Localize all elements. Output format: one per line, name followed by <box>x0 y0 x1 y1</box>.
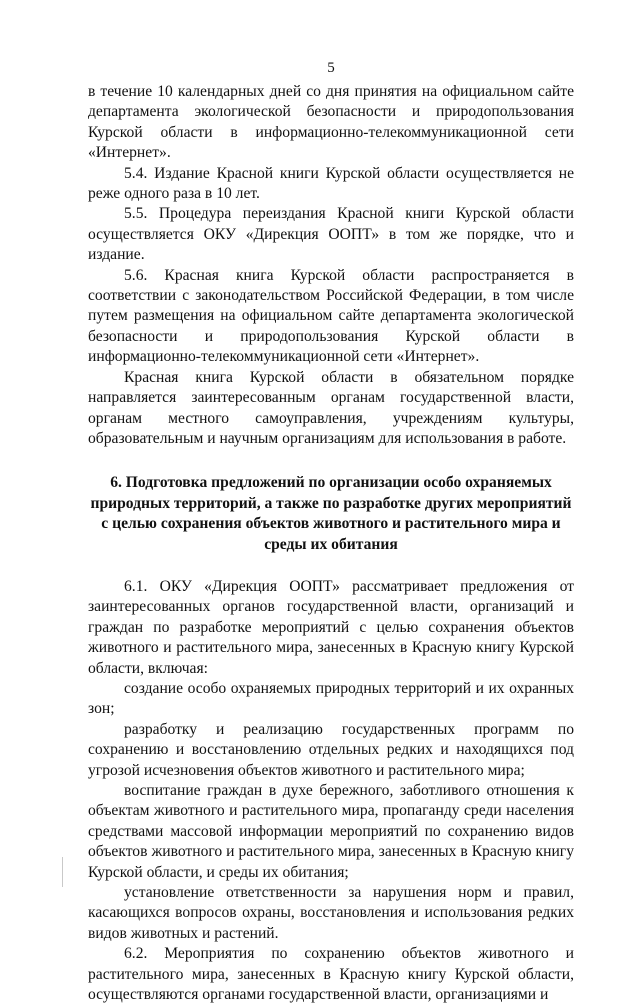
section-heading-6: 6. Подготовка предложений по организации особо охраняемых природных территорий, а также по разработке других мероприятий с целью сохранения объектов животного и растительного мира и среды их обитания <box>90 474 572 553</box>
paragraph-5-5: 5.5. Процедура переиздания Красной книги Курской области осуществляется ОКУ «Дирекция ООПТ» в том же порядке, что и издание. <box>88 205 574 264</box>
list-item-state-programs: разработку и реализацию государственных программ по сохранению и восстановлению отдельных редких и находящихся под угрозой исчезновения объектов животного и растительного мира; <box>88 720 574 779</box>
list-item-education: воспитание граждан в духе бережного, заботливого отношения к объектам животного и растительного мира, пропаганду среди населения средствами массовой информации мероприятий по сохранению видов объектов животного и растительного мира, занесенных в Красную книгу Курской области, и среды их обитания; <box>88 782 574 881</box>
list-item-protected-areas: создание особо охраняемых природных территорий и их охранных зон; <box>88 679 574 718</box>
list-item-responsibility: установление ответственности за нарушения норм и правил, касающихся вопросов охраны, восстановления и использования редких видов животных и растений. <box>88 884 574 942</box>
scan-margin-mark <box>62 857 63 887</box>
paragraph-distribution: Красная книга Курской области в обязательном порядке направляется заинтересованным органам государственной власти, органам местного самоуправления, учреждениям культуры, образовательным и научным организациям для использования в работе. <box>88 368 574 447</box>
document-page <box>88 58 574 1005</box>
paragraph-5-6: 5.6. Красная книга Курской области распространяется в соответствии с законодательством Российской Федерации, в том числе путем размещения на официальном сайте департамента экологической безопасности и природопользования Курской области в информационно-телекоммуникационной сети «Интернет». <box>88 266 574 366</box>
paragraph-5-4: 5.4. Издание Красной книги Курской области осуществляется не реже одного раза в 10 лет. <box>88 164 574 203</box>
paragraph-continuation: в течение 10 календарных дней со дня принятия на официальном сайте департамента экологической безопасности и природопользования Курской области в информационно-телекоммуникационной сети «Интернет». <box>88 83 574 162</box>
page-number: 5 <box>327 60 335 76</box>
paragraph-6-2: 6.2. Мероприятия по сохранению объектов животного и растительного мира, занесенных в Красную книгу Курской области, осуществляются органами государственной власти, организациями и <box>88 945 574 1004</box>
paragraph-6-1: 6.1. ОКУ «Дирекция ООПТ» рассматривает предложения от заинтересованных органов государственной власти, организаций и граждан по разработке мероприятий с целью сохранения объектов животного и растительного мира, занесенных в Красную книгу Курской области, включая: <box>88 577 574 677</box>
